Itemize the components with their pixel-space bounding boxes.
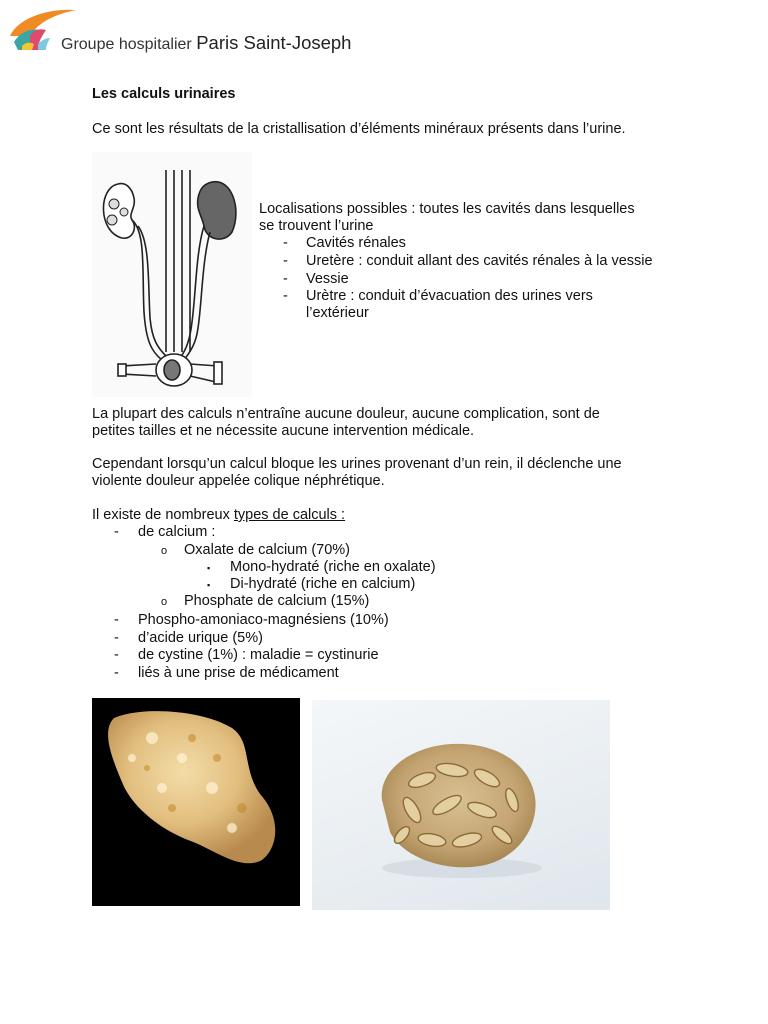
list-bullet: -: [283, 288, 288, 304]
square-bullet: ▪: [207, 580, 211, 590]
type-phospho: Phospho-amoniaco-magnésiens (10%): [138, 612, 389, 628]
types-intro: [92, 507, 345, 524]
type-di-hydrate: Di-hydraté (riche en calcium): [230, 576, 416, 592]
type-calcium: de calcium :: [138, 524, 216, 540]
location-item: Uretère : conduit allant des cavités rénales à la vessie: [306, 253, 653, 269]
urinary-tract-illustration: [92, 152, 252, 397]
circle-bullet: o: [161, 596, 168, 608]
location-item: Vessie: [306, 271, 349, 287]
paragraph-colic: Cependant lorsqu’un calcul bloque les urines provenant d’un rein, il déclenche une: [92, 456, 622, 472]
location-item: Urètre : conduit d’évacuation des urines vers: [306, 288, 593, 304]
type-oxalate: Oxalate de calcium (70%): [184, 542, 351, 558]
paragraph-painless-continued: petites tailles et ne nécessite aucune intervention médicale.: [92, 423, 475, 439]
calcium-stone-photo: [92, 698, 300, 906]
list-bullet: -: [114, 630, 119, 646]
circle-bullet: o: [161, 545, 168, 557]
square-bullet: ▪: [207, 563, 211, 573]
types-intro-underlined: types de calculs :: [233, 507, 346, 523]
list-bullet: -: [114, 524, 119, 540]
locations-heading: Localisations possibles : toutes les cavités dans lesquelles: [259, 201, 635, 217]
locations-heading-continued: se trouvent l’urine: [259, 218, 374, 234]
spiky-stone-photo: [312, 700, 610, 910]
type-cystine: de cystine (1%) : maladie = cystinurie: [138, 647, 379, 663]
brand-small: Groupe hospitalier: [61, 36, 192, 53]
type-uric-acid: d’acide urique (5%): [138, 630, 263, 646]
brand-name: [61, 32, 351, 54]
type-medication: liés à une prise de médicament: [138, 665, 339, 681]
list-bullet: -: [114, 612, 119, 628]
paragraph-colic-continued: violente douleur appelée colique néphrétique.: [92, 473, 385, 489]
intro-text: Ce sont les résultats de la cristallisation d’éléments minéraux présents dans l’urine.: [92, 121, 626, 137]
type-mono-hydrate: Mono-hydraté (riche en oxalate): [230, 559, 436, 575]
list-bullet: -: [283, 235, 288, 251]
location-item: Cavités rénales: [306, 235, 406, 251]
list-bullet: -: [114, 665, 119, 681]
types-intro-prefix: Il existe de nombreux: [92, 507, 234, 523]
list-bullet: -: [283, 253, 288, 269]
paragraph-painless: La plupart des calculs n’entraîne aucune douleur, aucune complication, sont de: [92, 406, 600, 422]
list-bullet: -: [114, 647, 119, 663]
location-item-continued: l’extérieur: [306, 305, 369, 321]
page-title: Les calculs urinaires: [92, 86, 236, 102]
type-phosphate: Phosphate de calcium (15%): [184, 593, 370, 609]
list-bullet: -: [283, 271, 288, 287]
brand-big: Paris Saint-Joseph: [196, 32, 352, 53]
